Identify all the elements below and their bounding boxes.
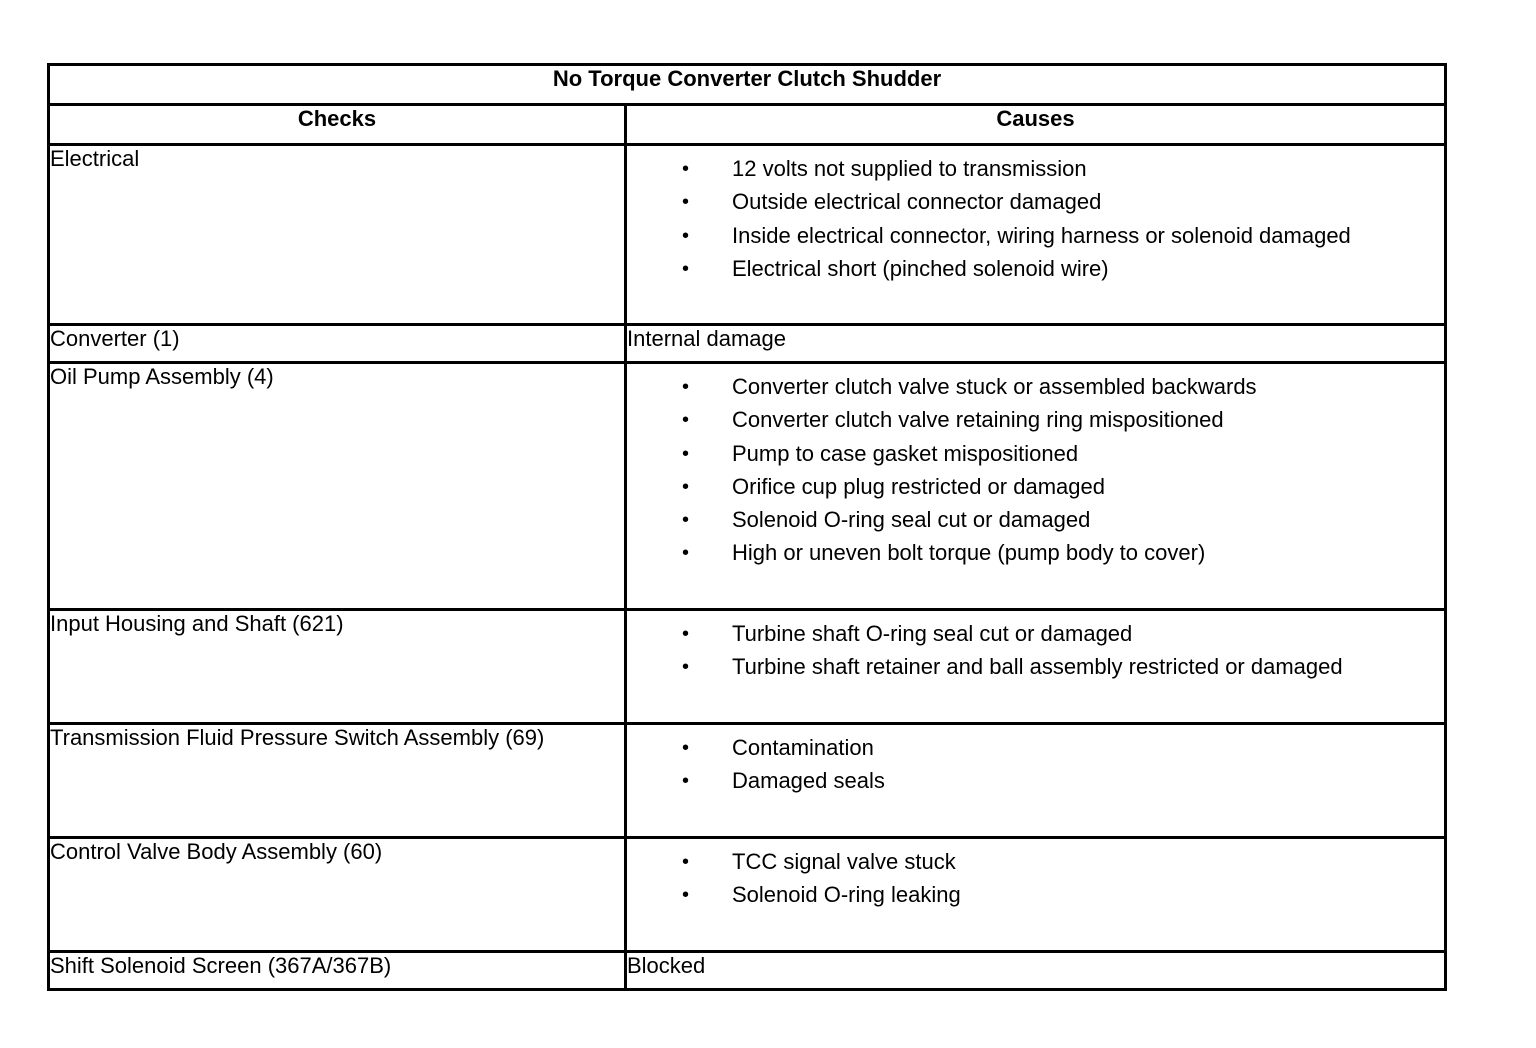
cause-text: High or uneven bolt torque (pump body to cover) bbox=[732, 540, 1206, 566]
bullet-icon: • bbox=[682, 224, 690, 247]
check-cell: Electrical bbox=[49, 145, 626, 325]
cause-item bbox=[627, 441, 1444, 474]
cause-list bbox=[627, 156, 1444, 289]
cause-item bbox=[627, 156, 1444, 189]
cause-item bbox=[627, 256, 1444, 289]
cause-item bbox=[627, 223, 1444, 256]
check-cell: Oil Pump Assembly (4) bbox=[49, 363, 626, 610]
bullet-icon: • bbox=[682, 851, 690, 873]
bullet-icon: • bbox=[682, 409, 690, 432]
cause-list bbox=[627, 621, 1444, 688]
cause-list bbox=[627, 849, 1444, 916]
cause-list bbox=[627, 374, 1444, 574]
header-row bbox=[49, 105, 1446, 145]
bullet-icon: • bbox=[682, 191, 690, 214]
bullet-icon: • bbox=[682, 475, 690, 498]
bullet-icon: • bbox=[682, 656, 690, 679]
table-row bbox=[49, 145, 1446, 325]
cause-item bbox=[627, 768, 1444, 801]
causes-cell bbox=[626, 610, 1446, 724]
bullet-icon: • bbox=[682, 509, 690, 532]
cause-cell-text: Internal damage bbox=[626, 325, 1446, 363]
title-row bbox=[49, 65, 1446, 105]
bullet-icon: • bbox=[682, 542, 690, 565]
table-title: No Torque Converter Clutch Shudder bbox=[49, 65, 1446, 105]
causes-cell bbox=[626, 363, 1446, 610]
cause-item bbox=[627, 849, 1444, 882]
cause-text: Solenoid O-ring leaking bbox=[732, 882, 961, 908]
check-cell: Shift Solenoid Screen (367A/367B) bbox=[49, 952, 626, 990]
table-row bbox=[49, 610, 1446, 724]
cause-text: Turbine shaft retainer and ball assembly restricted or damaged bbox=[732, 654, 1343, 680]
cause-item bbox=[627, 621, 1444, 654]
check-cell: Converter (1) bbox=[49, 325, 626, 363]
bullet-icon: • bbox=[682, 158, 690, 180]
column-header-checks: Checks bbox=[49, 105, 626, 145]
bullet-icon: • bbox=[682, 770, 690, 793]
cause-text: Electrical short (pinched solenoid wire) bbox=[732, 255, 1109, 281]
cause-text: TCC signal valve stuck bbox=[732, 849, 956, 874]
cause-text: Outside electrical connector damaged bbox=[732, 189, 1102, 215]
bullet-icon: • bbox=[682, 737, 690, 759]
table-row bbox=[49, 325, 1446, 363]
bullet-icon: • bbox=[682, 884, 690, 907]
cause-item bbox=[627, 189, 1444, 222]
cause-text: Contamination bbox=[732, 735, 874, 760]
cause-item bbox=[627, 407, 1444, 440]
bullet-icon: • bbox=[682, 257, 690, 280]
bullet-icon: • bbox=[682, 442, 690, 465]
cause-text: Orifice cup plug restricted or damaged bbox=[732, 473, 1105, 499]
cause-text: Pump to case gasket mispositioned bbox=[732, 440, 1079, 466]
check-cell: Control Valve Body Assembly (60) bbox=[49, 838, 626, 952]
cause-item bbox=[627, 507, 1444, 540]
table-row bbox=[49, 952, 1446, 990]
causes-cell bbox=[626, 145, 1446, 325]
diagnostic-table bbox=[47, 63, 1447, 991]
cause-text: Damaged seals bbox=[732, 768, 885, 794]
causes-cell bbox=[626, 838, 1446, 952]
cause-text: 12 volts not supplied to transmission bbox=[732, 156, 1087, 181]
table-row bbox=[49, 838, 1446, 952]
cause-cell-text: Blocked bbox=[626, 952, 1446, 990]
cause-text: Solenoid O-ring seal cut or damaged bbox=[732, 507, 1091, 533]
cause-text: Inside electrical connector, wiring harness or solenoid damaged bbox=[732, 222, 1351, 248]
cause-item bbox=[627, 374, 1444, 407]
table-row bbox=[49, 363, 1446, 610]
cause-text: Turbine shaft O-ring seal cut or damaged bbox=[732, 621, 1133, 646]
cause-item bbox=[627, 882, 1444, 915]
bullet-icon: • bbox=[682, 376, 690, 398]
cause-text: Converter clutch valve stuck or assembled backwards bbox=[732, 374, 1257, 399]
cause-item bbox=[627, 474, 1444, 507]
cause-list bbox=[627, 735, 1444, 802]
bullet-icon: • bbox=[682, 623, 690, 645]
table-row bbox=[49, 724, 1446, 838]
cause-item bbox=[627, 540, 1444, 573]
cause-text: Converter clutch valve retaining ring mispositioned bbox=[732, 407, 1224, 433]
check-cell: Input Housing and Shaft (621) bbox=[49, 610, 626, 724]
check-cell: Transmission Fluid Pressure Switch Assembly (69) bbox=[49, 724, 626, 838]
causes-cell bbox=[626, 724, 1446, 838]
cause-item bbox=[627, 654, 1444, 687]
cause-item bbox=[627, 735, 1444, 768]
column-header-causes: Causes bbox=[626, 105, 1446, 145]
